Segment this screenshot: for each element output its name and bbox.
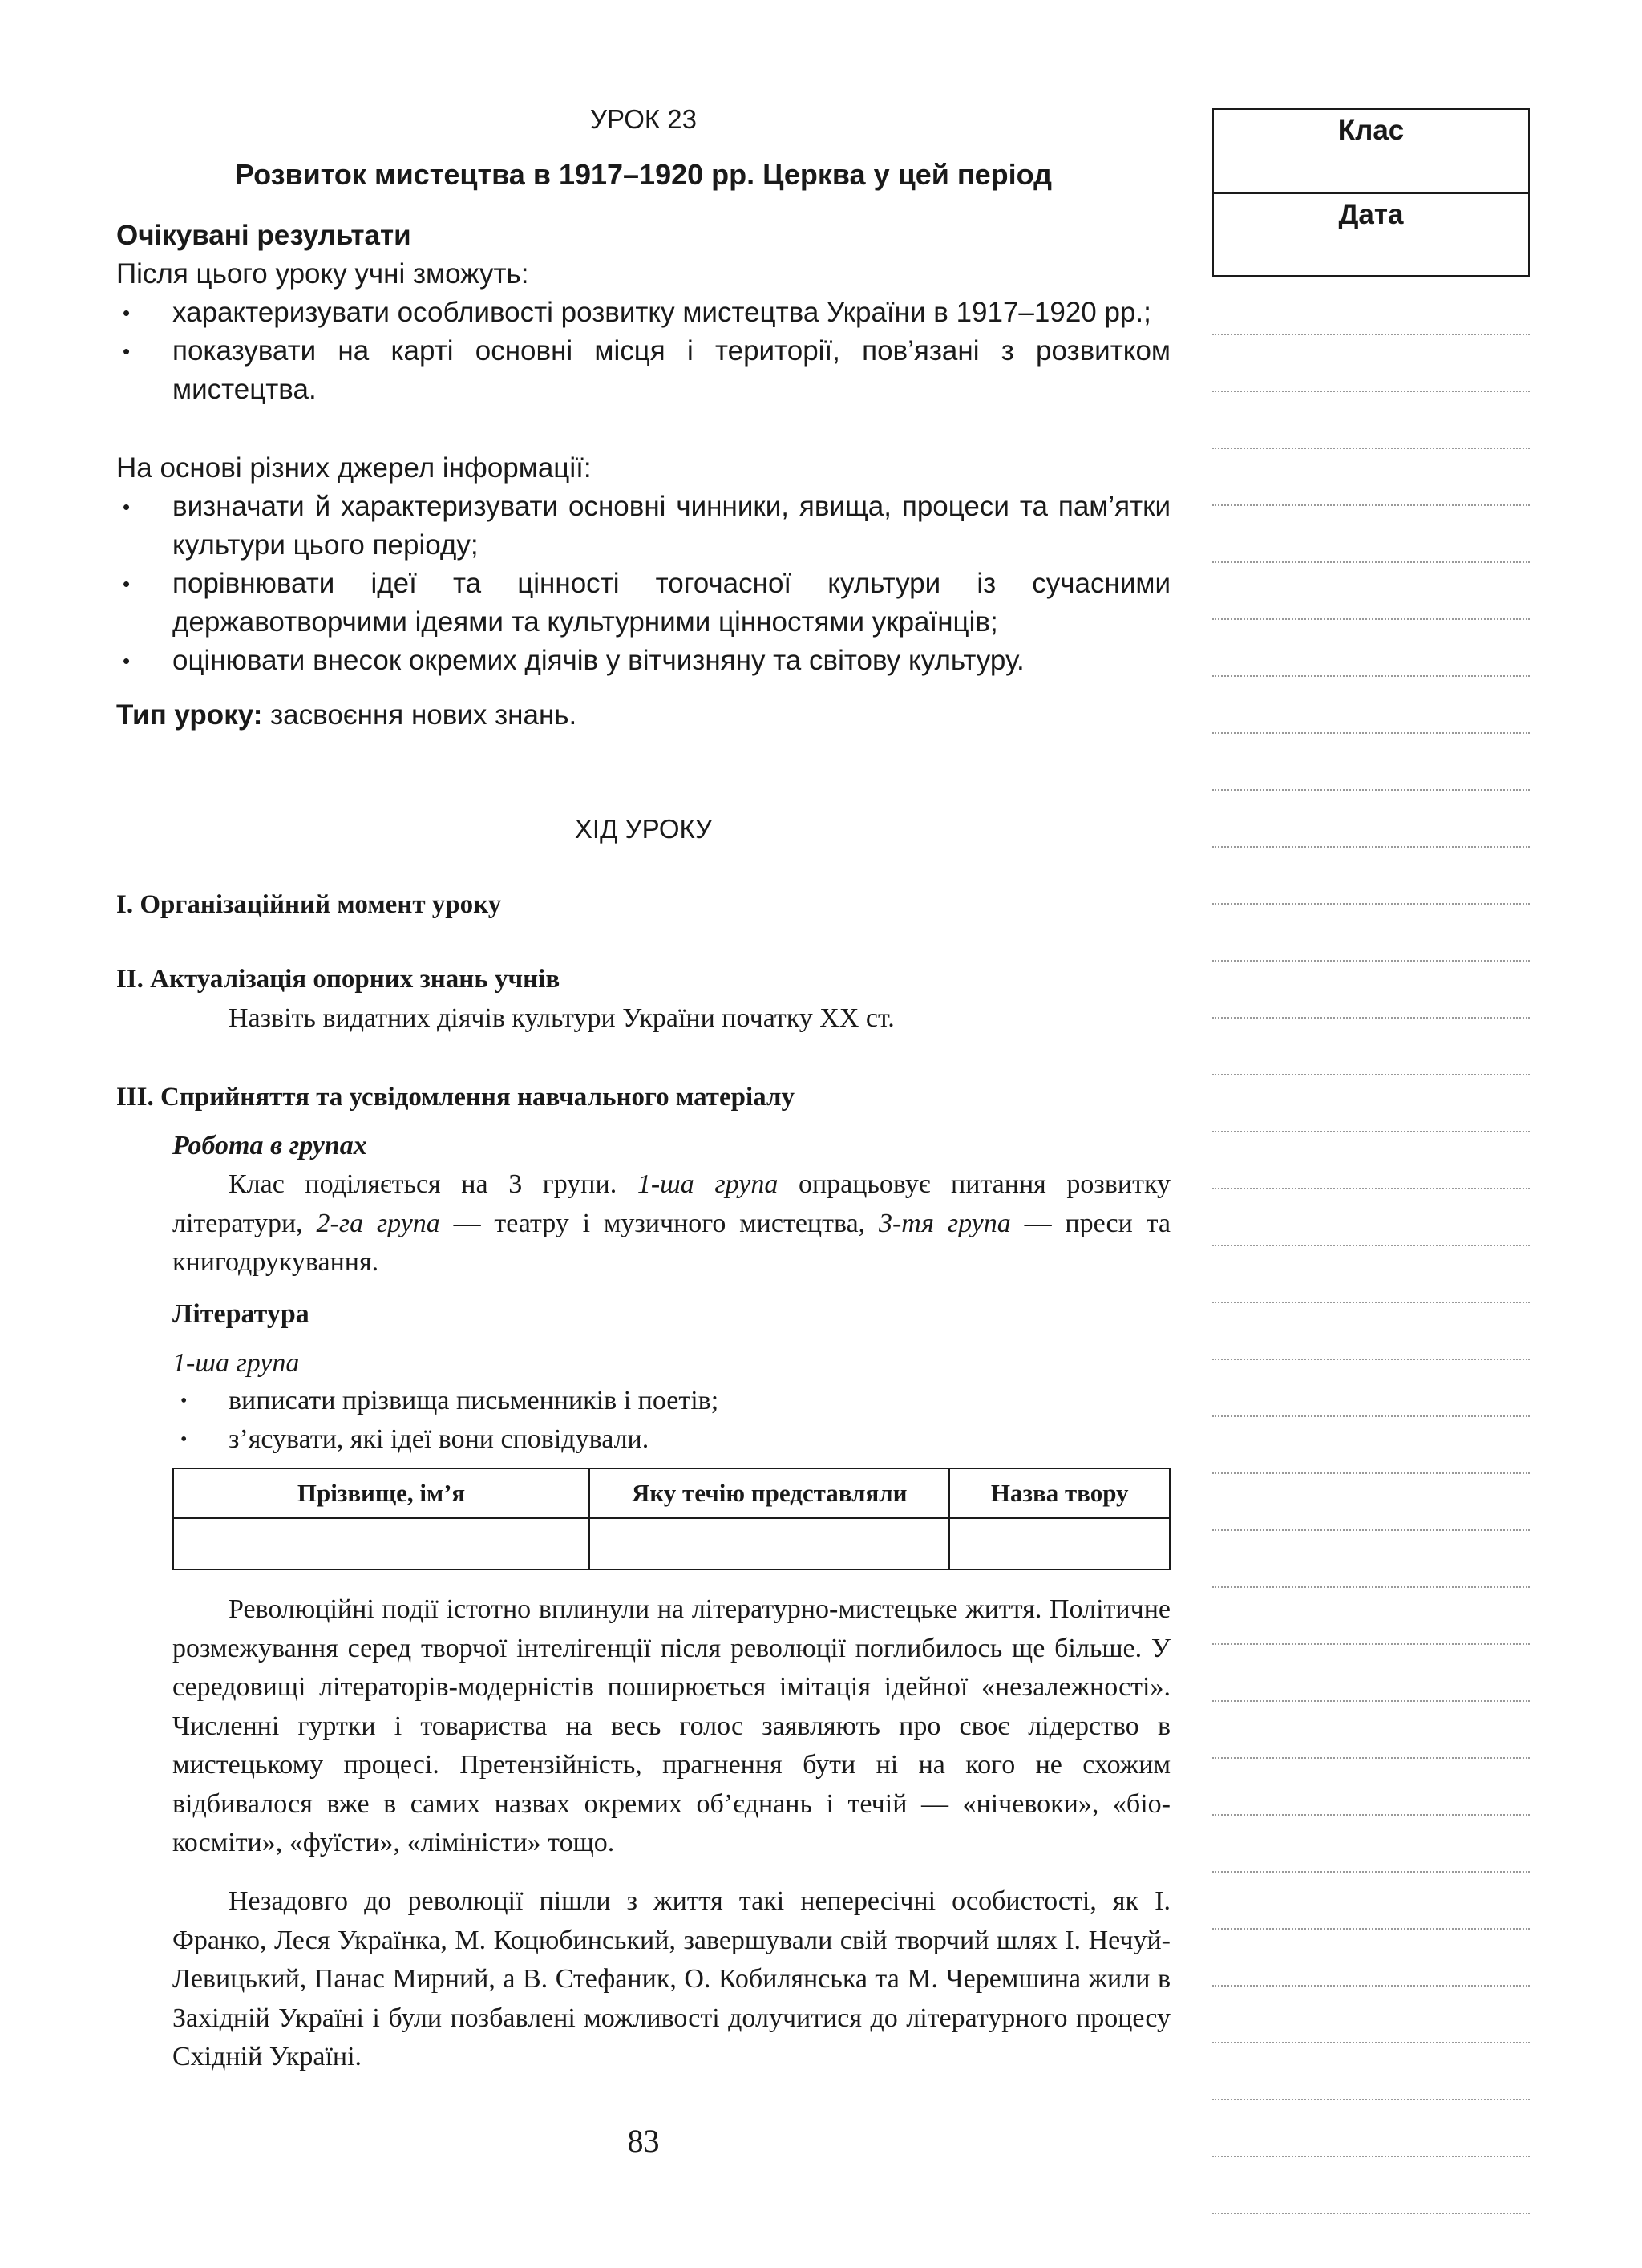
note-line [1212,1246,1530,1303]
paragraph-2: Незадовго до революції пішли з життя такі непересічні особистості, як І. Франко, Леся Українка, М. Коцюбинський, завершували свій творчий шлях І. Нечуй-Левицький, Панас Мирний, а В. Стефаник, О. Кобилянська та М. Черемшина жили в Західній Україні і були позбавлені можливості долучитися до літературного процесу Східній Україні. [172,1886,1171,2072]
note-line [1212,1930,1530,1987]
note-line [1212,2157,1530,2214]
section-3-heading: ІІІ. Сприйняття та усвідомлення навчального матеріалу [116,1083,795,1112]
group-3-ref: 3-тя група [878,1208,1011,1238]
note-line [1212,1702,1530,1759]
note-line [1212,1531,1530,1588]
note-line [1212,506,1530,563]
lesson-type [116,696,576,735]
list-item: • виписати прізвища письменників і поетів; [172,1382,1171,1420]
table-row [173,1518,1170,1569]
note-line [1212,1075,1530,1132]
note-line [1212,563,1530,620]
paragraph-1: Революційні події істотно вплинули на літературно-мистецьке життя. Політичне розмежування серед творчої інтелігенції після революції поглибилось ще більше. У середовищі літераторів-модерністів поширюється імітація ідейної «незалежності». Численні гуртки і товариства на весь голос заявляють про своє лідерство в мистецькому процесі. Претензійність, прагнення бути ні на кого не схожим відбивалося вже в самих назвах окремих об’єднань і течій — «нічевоки», «біо-косміти», «фуїсти», «лімiністи» тощо. [172,1594,1171,1857]
lesson-type-value: засвоєння нових знань. [262,699,577,731]
group-2-ref: 2-га група [316,1208,440,1238]
results-intro2: На основі різних джерел інформації: [116,452,592,484]
literature-table [172,1468,1171,1570]
list-item: • визначати й характеризувати основні чинники, явища, процеси та пам’ятки культури цього періоду; [116,488,1171,565]
note-line [1212,620,1530,677]
note-line [1212,1189,1530,1246]
list-item: • з’ясувати, які ідеї вони сповідували. [172,1420,1171,1459]
note-line [1212,734,1530,791]
table-cell [589,1518,949,1569]
note-line [1212,848,1530,905]
note-line [1212,1474,1530,1531]
groups-text: Клас поділяється на 3 групи. 1-ша група опрацьовує питання розвитку літератури, 2-га група — театру і музичного мистецтва, 3-тя група — преси та книгодрукування. [172,1169,1171,1277]
table-cell [949,1518,1170,1569]
note-line [1212,962,1530,1019]
lesson-title: Розвиток мистецтва в 1917–1920 рр. Церква у цей період [234,158,1053,191]
group-1-label: 1-ша група [172,1348,300,1378]
literature-heading: Література [172,1299,309,1329]
list-item: • показувати на карті основні місця і території, пов’язані з розвитком мистецтва. [116,332,1171,409]
note-line [1212,1645,1530,1702]
lesson-type-label: Тип уроку: [116,699,263,731]
results-heading: Очікувані результати [116,220,411,251]
column-header: Яку течію представляли [589,1468,949,1518]
course-heading: ХІД УРОКУ [574,814,713,844]
section-1-heading: І. Організаційний момент уроку [116,890,502,919]
page-number: 83 [627,2123,660,2159]
class-date-box [1212,108,1530,277]
results-intro: Після цього уроку учні зможуть: [116,258,529,290]
note-line [1212,1759,1530,1816]
results-list [116,294,1171,409]
list-item: • характеризувати особливості розвитку мистецтва України в 1917–1920 рр.; [116,294,1171,332]
groups-heading: Робота в групах [172,1131,367,1160]
note-line [1212,1588,1530,1645]
note-line [1212,1303,1530,1360]
group-1-ref: 1-ша група [637,1169,779,1199]
note-line [1212,1360,1530,1417]
section-2-heading: ІІ. Актуалізація опорних знань учнів [116,965,560,994]
note-line [1212,1987,1530,2043]
note-line [1212,1132,1530,1189]
note-line [1212,2043,1530,2100]
note-line [1212,1019,1530,1075]
section-2-text: Назвіть видатних діячів культури України початку ХХ ст. [229,1003,895,1033]
note-line [1212,1816,1530,1873]
results-list2 [116,488,1171,680]
notes-lines [1212,278,1530,2214]
column-header: Назва твору [949,1468,1170,1518]
note-line [1212,905,1530,962]
table-cell [173,1518,589,1569]
note-line [1212,791,1530,848]
list-item: • порівнювати ідеї та цінності тогочасної культури із сучасними державотворчими ідеями та культурними цінностями українців; [116,565,1171,642]
note-line [1212,2100,1530,2157]
sidebar [1212,108,1530,277]
note-line [1212,677,1530,734]
note-line [1212,335,1530,392]
note-line [1212,1873,1530,1930]
list-item: • оцінювати внесок окремих діячів у вітчизняну та світову культуру. [116,642,1171,680]
note-line [1212,392,1530,449]
lesson-number: УРОК 23 [589,104,697,134]
note-line [1212,1417,1530,1474]
column-header: Прізвище, ім’я [173,1468,589,1518]
class-label: Клас [1337,115,1405,146]
date-label: Дата [1214,192,1528,275]
note-line [1212,278,1530,335]
group-1-tasks [172,1382,1171,1459]
note-line [1212,449,1530,506]
table-header-row [173,1468,1170,1518]
